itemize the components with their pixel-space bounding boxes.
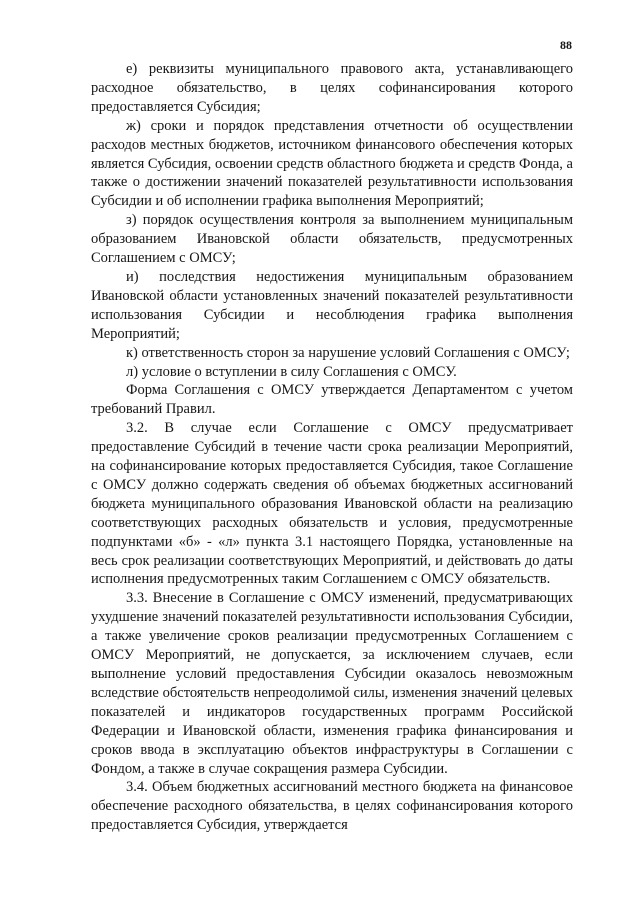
paragraph-item-k: к) ответственность сторон за нарушение условий Соглашения с ОМСУ;	[126, 344, 570, 361]
paragraph-item-zh: ж) сроки и порядок представления отчетности об осуществлении расходов местных бюджетов, источником финансового обеспечения которых является Субсидия, освоении средств областного бюджета и средств Фонда, а также о достижении значений показателей результативности использования Субсидии и об исполнении графика выполнения Мероприятий;	[91, 117, 573, 210]
paragraph-section-3-2: 3.2. В случае если Соглашение с ОМСУ предусматривает предоставление Субсидий в течение части срока реализации Мероприятий, на софинансирование которых предоставляется Субсидия, такое Соглашение с ОМСУ должно содержать сведения об объемах бюджетных ассигнований бюджета муниципального образования Ивановской области на реализацию соответствующих расходных обязательств и условия, предусмотренные подпунктами «б» - «л» пункта 3.1 настоящего Порядка, установленные на весь срок реализации соответствующих Мероприятий, и действовать до даты исполнения предусмотренных таким Соглашением с ОМСУ обязательств.	[91, 420, 573, 588]
paragraph-section-3-3: 3.3. Внесение в Соглашение с ОМСУ изменений, предусматривающих ухудшение значений показателей результативности использования Субсидии, а также увеличение сроков реализации предусмотренных Соглашением с ОМСУ Мероприятий, не допускается, за исключением случаев, если выполнение условий предоставления Субсидии оказалось невозможным вследствие обстоятельств непреодолимой силы, изменения значений целевых показателей и индикаторов государственных программ Российской Федерации и Ивановской области, изменения графика финансирования и сроков ввода в эксплуатацию объектов инфраструктуры в Соглашении с Фондом, а также в случае сокращения размера Субсидии.	[91, 590, 573, 777]
paragraph-agreement-form: Форма Соглашения с ОМСУ утверждается Департаментом с учетом требований Правил.	[91, 382, 573, 418]
paragraph-item-e: е) реквизиты муниципального правового акта, устанавливающего расходное обязательство, в целях софинансирования которого предоставляется Субсидия;	[91, 61, 573, 115]
paragraph-section-3-4: 3.4. Объем бюджетных ассигнований местного бюджета на финансовое обеспечение расходного обязательства, в целях софинансирования которого предоставляется Субсидия, утверждается	[91, 779, 573, 834]
paragraph-item-l: л) условие о вступлении в силу Соглашения с ОМСУ.	[126, 363, 457, 380]
paragraph-item-z: з) порядок осуществления контроля за выполнением муниципальным образованием Ивановской области обязательств, предусмотренных Соглашением с ОМСУ;	[91, 212, 573, 267]
document-body	[91, 60, 573, 835]
page-number: 88	[560, 38, 572, 52]
paragraph-item-i: и) последствия недостижения муниципальным образованием Ивановской области установленных значений показателей результативности использования Субсидии и несоблюдения графика выполнения Мероприятий;	[91, 268, 573, 342]
